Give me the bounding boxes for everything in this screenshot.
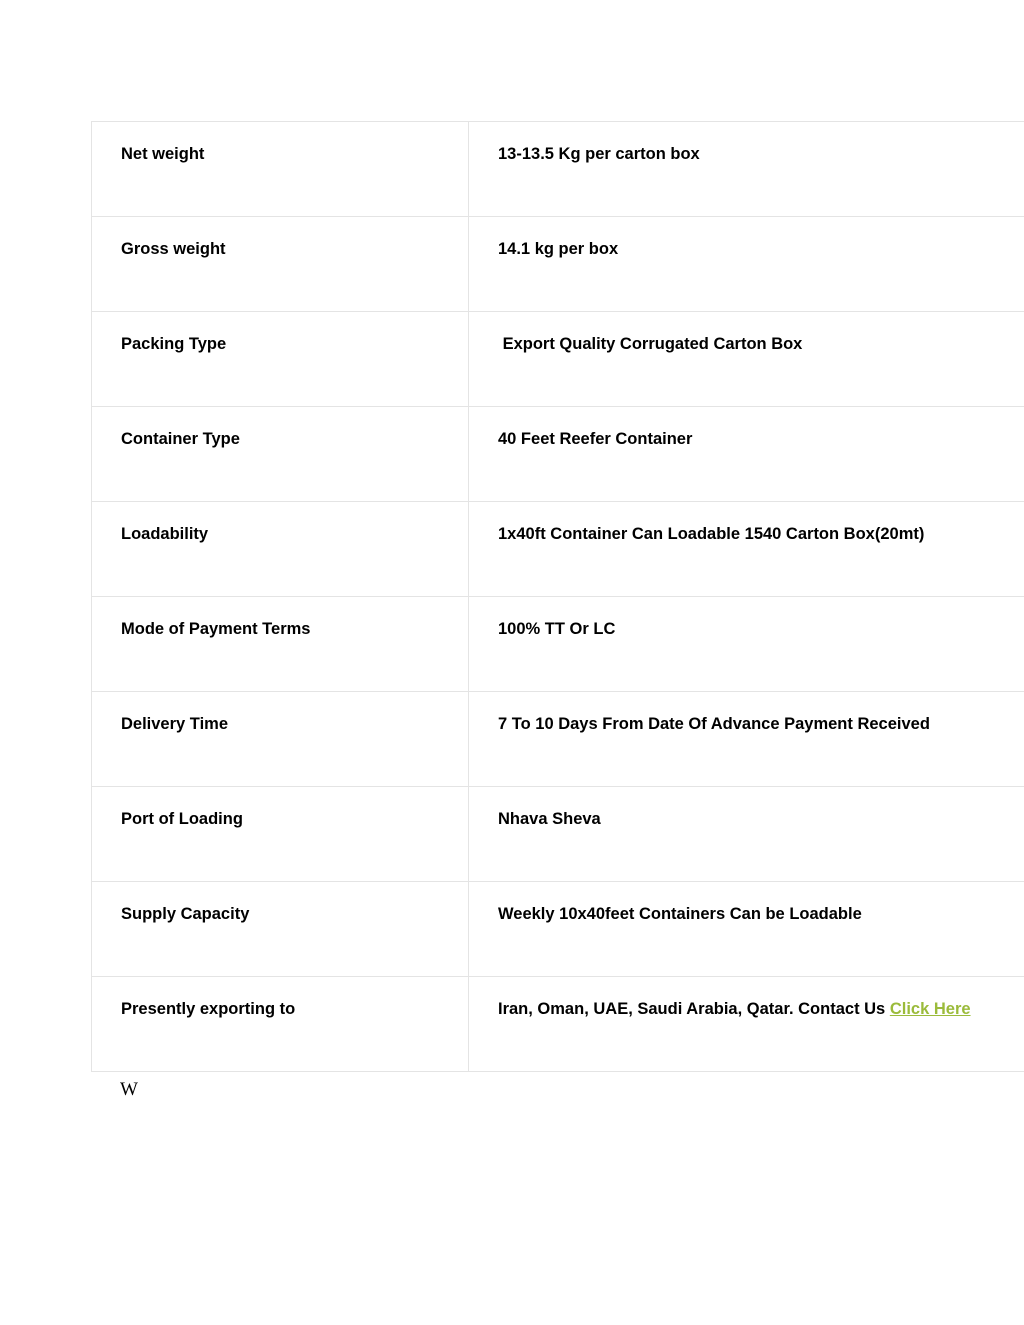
- row-label-cell: [92, 692, 469, 787]
- row-label-cell: [92, 407, 469, 502]
- row-value: 1x40ft Container Can Loadable 1540 Carton Box(20mt): [498, 525, 925, 543]
- table-row: [92, 597, 1024, 692]
- row-label-cell: [92, 787, 469, 882]
- row-value: Nhava Sheva: [498, 810, 601, 828]
- row-value-line: [498, 977, 1024, 1019]
- row-label-cell: [92, 312, 469, 407]
- table-row: [92, 977, 1024, 1072]
- row-value: 13-13.5 Kg per carton box: [498, 145, 700, 163]
- table-row: [92, 122, 1024, 217]
- table-row: [92, 217, 1024, 312]
- row-label-cell: [92, 977, 469, 1072]
- row-label: Net weight: [121, 145, 205, 163]
- row-value-cell: [469, 882, 1024, 977]
- row-label: Loadability: [121, 525, 209, 543]
- table-row: [92, 312, 1024, 407]
- row-label: Packing Type: [121, 335, 227, 353]
- row-value-cell: [469, 312, 1024, 407]
- row-label: Presently exporting to: [121, 1000, 296, 1018]
- row-label: Delivery Time: [121, 715, 229, 733]
- table-row: [92, 787, 1024, 882]
- row-label: Container Type: [121, 430, 240, 448]
- row-value-cell: [469, 597, 1024, 692]
- row-value-cell: [469, 407, 1024, 502]
- row-value: 14.1 kg per box: [498, 240, 619, 258]
- row-label-cell: [92, 502, 469, 597]
- row-value-cell: [469, 122, 1024, 217]
- row-label-cell: [92, 597, 469, 692]
- row-value: 100% TT Or LC: [498, 620, 616, 638]
- table-row: [92, 502, 1024, 597]
- row-value-cell: [469, 502, 1024, 597]
- row-label: Mode of Payment Terms: [121, 620, 311, 638]
- table-row: [92, 882, 1024, 977]
- row-value: 40 Feet Reefer Container: [498, 430, 693, 448]
- row-label: Supply Capacity: [121, 905, 250, 923]
- row-label-cell: [92, 122, 469, 217]
- row-label-cell: [92, 217, 469, 312]
- row-value-cell: [469, 217, 1024, 312]
- row-label: Gross weight: [121, 240, 226, 258]
- row-value-cell: [469, 977, 1024, 1072]
- row-label: Port of Loading: [121, 810, 243, 828]
- row-value: Weekly 10x40feet Containers Can be Loadable: [498, 905, 862, 923]
- row-value: Export Quality Corrugated Carton Box: [498, 335, 803, 353]
- row-value: 7 To 10 Days From Date Of Advance Payment Received: [498, 715, 930, 733]
- stray-letter: W: [120, 1079, 138, 1100]
- table-row: [92, 407, 1024, 502]
- row-value-cell: [469, 692, 1024, 787]
- product-spec-table: [91, 121, 1024, 1072]
- row-value: Iran, Oman, UAE, Saudi Arabia, Qatar. Contact Us: [498, 1000, 890, 1018]
- click-here-link[interactable]: Click Here: [889, 1000, 971, 1018]
- row-value-cell: [469, 787, 1024, 882]
- row-label-cell: [92, 882, 469, 977]
- table-row: [92, 692, 1024, 787]
